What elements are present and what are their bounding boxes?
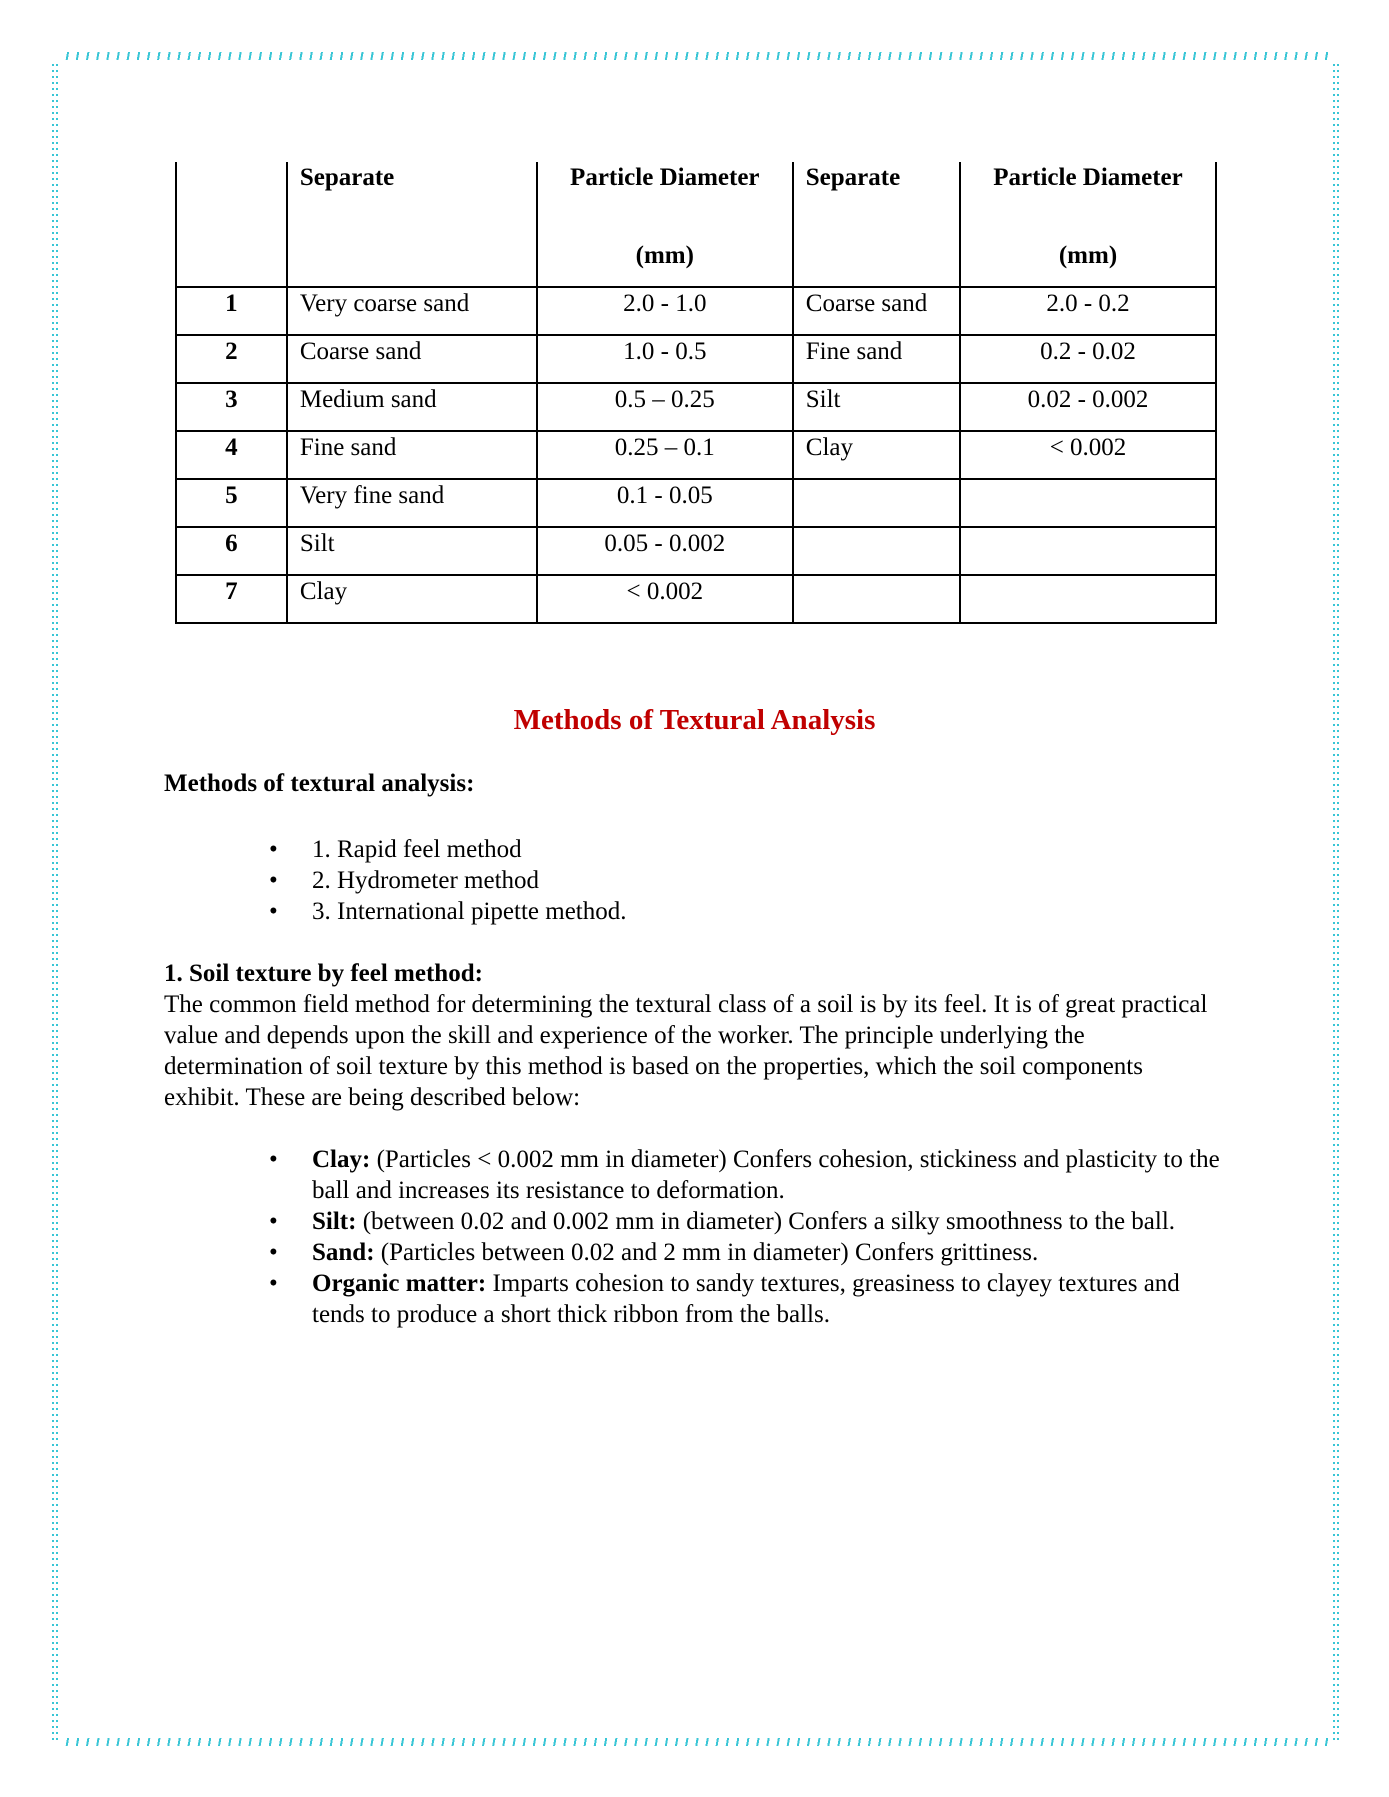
feel-method-heading: 1. Soil texture by feel method: — [164, 960, 483, 987]
separate-cell: Clay — [793, 431, 960, 479]
diameter-cell: < 0.002 — [960, 431, 1216, 479]
property-term: Silt: — [312, 1208, 357, 1235]
row-number-cell: 2 — [176, 335, 287, 383]
row-number-cell: 3 — [176, 383, 287, 431]
diameter-cell — [960, 479, 1216, 527]
list-item: • 2. Hydrometer method — [252, 865, 627, 896]
list-item — [252, 1237, 1232, 1268]
diameter-cell: < 0.002 — [537, 575, 793, 623]
table-row — [176, 383, 1216, 431]
separate-cell — [793, 575, 960, 623]
table-row — [176, 335, 1216, 383]
property-term: Sand: — [312, 1239, 375, 1266]
separate-cell: Medium sand — [287, 383, 537, 431]
property-text: Imparts cohesion to sandy textures, greasiness to clayey textures and tends to produce a short thick ribbon from the balls. — [312, 1270, 1180, 1328]
header-number — [176, 162, 287, 287]
diameter-cell: 1.0 - 0.5 — [537, 335, 793, 383]
row-number-cell: 4 — [176, 431, 287, 479]
separate-cell — [793, 479, 960, 527]
table-row — [176, 575, 1216, 623]
separate-cell: Coarse sand — [793, 287, 960, 335]
header-unit-2: (mm) — [1058, 242, 1118, 269]
header-unit-1: (mm) — [635, 242, 694, 269]
property-text: (Particles < 0.002 mm in diameter) Confers cohesion, stickiness and plasticity to the ball and increases its resistance to deformation. — [312, 1146, 1220, 1204]
particle-size-table — [175, 162, 1217, 624]
header-separate-2: Separate — [793, 162, 960, 287]
diameter-cell — [960, 527, 1216, 575]
property-term: Organic matter: — [312, 1270, 487, 1297]
separate-cell: Very fine sand — [287, 479, 537, 527]
separate-cell: Clay — [287, 575, 537, 623]
diameter-cell: 0.5 – 0.25 — [537, 383, 793, 431]
section-title: Methods of Textural Analysis — [513, 704, 876, 736]
table-row — [176, 431, 1216, 479]
table-row — [176, 527, 1216, 575]
diameter-cell: 0.2 - 0.02 — [960, 335, 1216, 383]
diameter-cell: 0.25 – 0.1 — [537, 431, 793, 479]
methods-list — [252, 834, 627, 927]
row-number-cell: 7 — [176, 575, 287, 623]
feel-method-body: The common field method for determining the textural class of a soil is by its feel. It is of great practical value and depends upon the skill and experience of the worker. The principle underlying the determination of soil texture by this method is based on the properties, which the soil components exhibit. These are being described below: — [164, 991, 1208, 1111]
header-diameter-1: Particle Diameter (mm) — [537, 162, 793, 287]
list-item — [252, 1144, 1232, 1206]
table-header-row — [176, 162, 1216, 287]
header-diameter-2: Particle Diameter (mm) — [960, 162, 1216, 287]
methods-subheading: Methods of textural analysis: — [164, 770, 475, 797]
separate-cell: Coarse sand — [287, 335, 537, 383]
soil-properties-list — [252, 1144, 1232, 1330]
separate-cell — [793, 527, 960, 575]
property-text: (Particles between 0.02 and 2 mm in diameter) Confers grittiness. — [374, 1239, 1039, 1266]
list-item — [252, 1268, 1232, 1330]
page-border-bottom — [62, 1738, 1328, 1746]
separate-cell: Fine sand — [287, 431, 537, 479]
property-text: (between 0.02 and 0.002 mm in diameter) Confers a silky smoothness to the ball. — [356, 1208, 1176, 1235]
diameter-cell: 0.02 - 0.002 — [960, 383, 1216, 431]
separate-cell: Silt — [287, 527, 537, 575]
header-separate-1: Separate — [287, 162, 537, 287]
diameter-cell: 2.0 - 0.2 — [960, 287, 1216, 335]
row-number-cell: 6 — [176, 527, 287, 575]
list-item — [252, 1206, 1232, 1237]
row-number-cell: 1 — [176, 287, 287, 335]
page-border-right — [1333, 64, 1335, 1740]
page-border-top — [62, 52, 1328, 60]
diameter-cell — [960, 575, 1216, 623]
list-item: • 3. International pipette method. — [252, 896, 627, 927]
table-row — [176, 287, 1216, 335]
separate-cell: Fine sand — [793, 335, 960, 383]
diameter-cell: 0.05 - 0.002 — [537, 527, 793, 575]
table-row — [176, 479, 1216, 527]
property-term: Clay: — [312, 1146, 371, 1173]
separate-cell: Very coarse sand — [287, 287, 537, 335]
list-item: • 1. Rapid feel method — [252, 834, 627, 865]
row-number-cell: 5 — [176, 479, 287, 527]
feel-method-section — [164, 958, 1224, 1113]
diameter-cell: 0.1 - 0.05 — [537, 479, 793, 527]
separate-cell: Silt — [793, 383, 960, 431]
diameter-cell: 2.0 - 1.0 — [537, 287, 793, 335]
page-border-left — [52, 64, 54, 1740]
